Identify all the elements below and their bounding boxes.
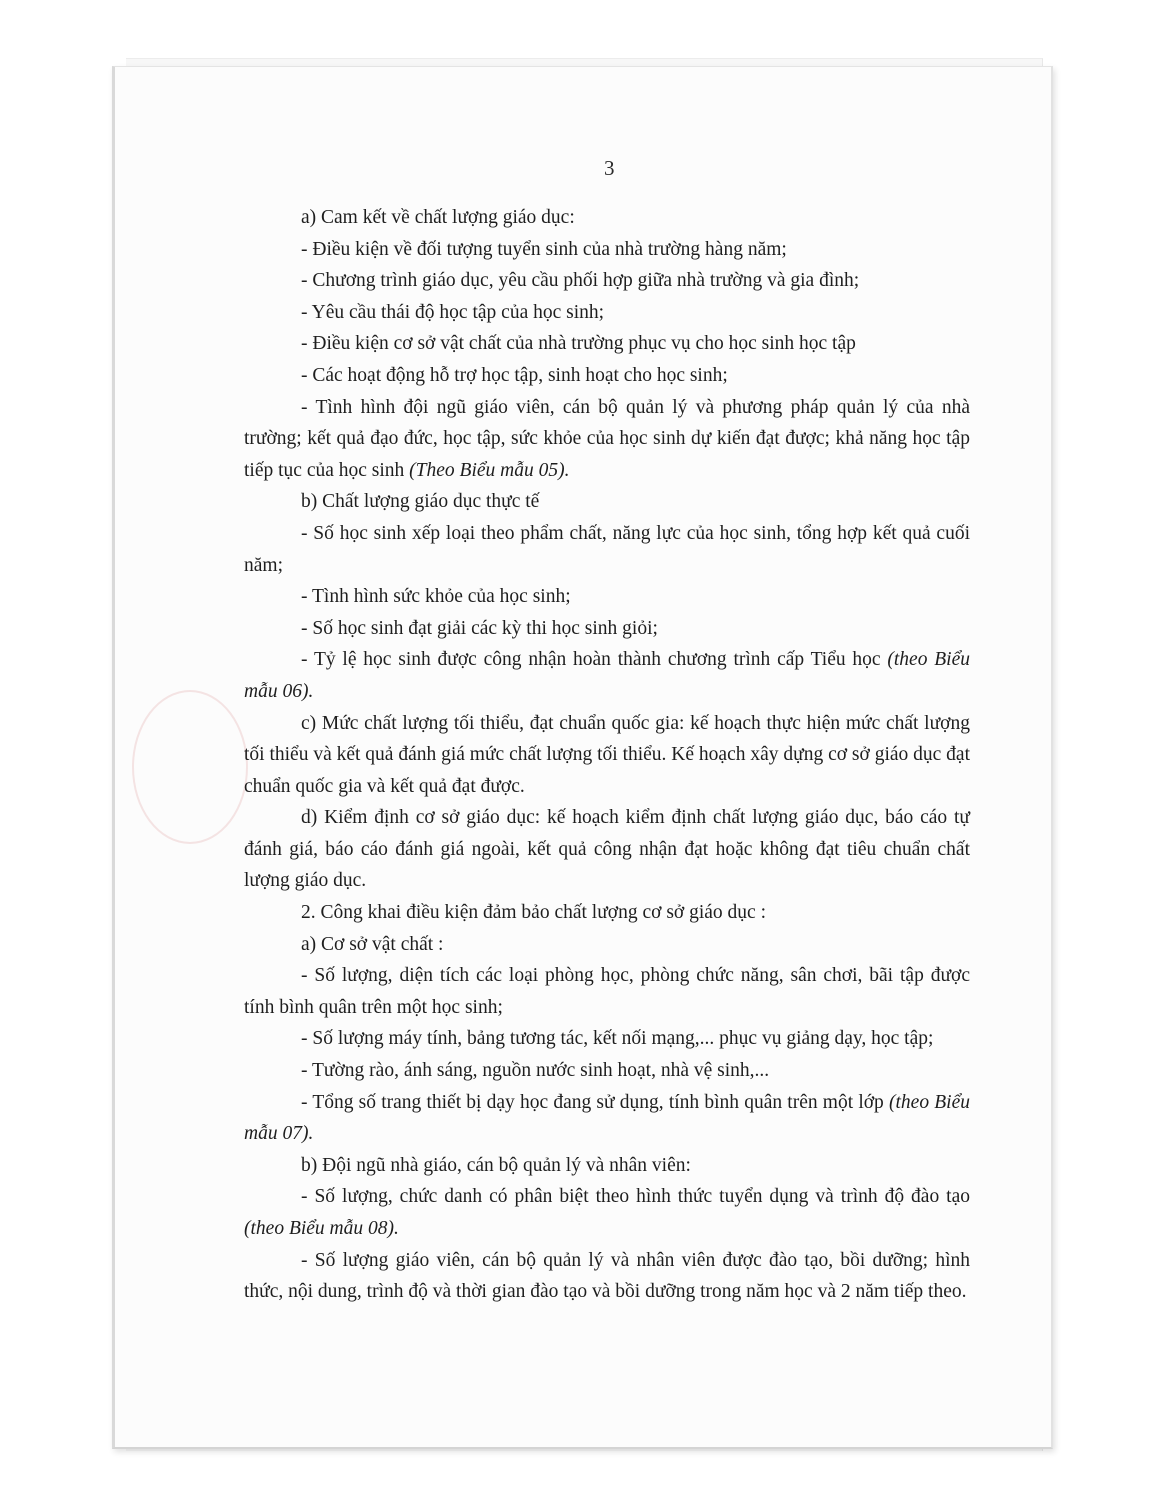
paragraph: - Số lượng máy tính, bảng tương tác, kết nối mạng,... phục vụ giảng dạy, học tập; bbox=[301, 1028, 934, 1050]
paragraph: b) Chất lượng giáo dục thực tế bbox=[301, 491, 540, 513]
paragraph: - Điều kiện cơ sở vật chất của nhà trường phục vụ cho học sinh học tập bbox=[301, 333, 856, 355]
stamp-bleed-through bbox=[132, 690, 248, 844]
paragraph: - Yêu cầu thái độ học tập của học sinh; bbox=[301, 301, 605, 323]
paragraph: b) Đội ngũ nhà giáo, cán bộ quản lý và nhân viên: bbox=[301, 1154, 691, 1176]
paragraph: - Số lượng giáo viên, cán bộ quản lý và nhân viên được đào tạo, bồi dưỡng; hình thức, nội dung, trình độ và thời gian đào tạo và bồi dưỡng trong năm học và 2 năm tiếp theo. bbox=[244, 1249, 970, 1303]
paragraph: - Điều kiện về đối tượng tuyển sinh của nhà trường hàng năm; bbox=[301, 238, 787, 260]
paragraph: - Tường rào, ánh sáng, nguồn nước sinh hoạt, nhà vệ sinh,... bbox=[301, 1060, 770, 1082]
paragraph bbox=[244, 1181, 970, 1244]
paragraph bbox=[244, 644, 970, 707]
paragraph-text: - Tỷ lệ học sinh được công nhận hoàn thành chương trình cấp Tiểu học bbox=[301, 649, 888, 671]
paragraph-text: - Tổng số trang thiết bị dạy học đang sử dụng, tính bình quân trên một lớp bbox=[301, 1091, 889, 1113]
paragraph: d) Kiểm định cơ sở giáo dục: kế hoạch kiểm định chất lượng giáo dục, báo cáo tự đánh giá, báo cáo đánh giá ngoài, kết quả công nhận đạt hoặc không đạt tiêu chuẩn chất lượng giáo dục. bbox=[244, 807, 970, 892]
document-body bbox=[244, 202, 970, 1308]
form-reference: (theo Biểu mẫu 06). bbox=[244, 649, 970, 702]
paragraph: 2. Công khai điều kiện đảm bảo chất lượng cơ sở giáo dục : bbox=[301, 902, 766, 924]
paragraph: - Các hoạt động hỗ trợ học tập, sinh hoạt cho học sinh; bbox=[301, 364, 728, 386]
form-reference: (Theo Biểu mẫu 05). bbox=[409, 459, 570, 481]
page-number: 3 bbox=[604, 156, 615, 180]
paragraph: a) Cam kết về chất lượng giáo dục: bbox=[301, 207, 575, 228]
paragraph: - Số học sinh xếp loại theo phẩm chất, năng lực của học sinh, tổng hợp kết quả cuối năm; bbox=[244, 522, 970, 576]
form-reference: (theo Biểu mẫu 07). bbox=[244, 1091, 970, 1145]
paragraph: - Tình hình sức khỏe của học sinh; bbox=[301, 586, 571, 608]
paragraph: - Số lượng, diện tích các loại phòng học, phòng chức năng, sân chơi, bãi tập được tính bình quân trên một học sinh; bbox=[244, 965, 970, 1018]
paragraph-text: - Tình hình đội ngũ giáo viên, cán bộ quản lý và phương pháp quản lý của nhà trường; kết quả đạo đức, học tập, sức khỏe của học sinh dự kiến đạt được; khả năng học tập tiếp tục của học sinh bbox=[244, 396, 970, 481]
paragraph: c) Mức chất lượng tối thiểu, đạt chuẩn quốc gia: kế hoạch thực hiện mức chất lượng tối thiểu và kết quả đánh giá mức chất lượng tối thiểu. Kế hoạch xây dựng cơ sở giáo dục đạt chuẩn quốc gia và kết quả đạt được. bbox=[244, 712, 970, 797]
paragraph: a) Cơ sở vật chất : bbox=[301, 933, 444, 955]
paragraph: - Số học sinh đạt giải các kỳ thi học sinh giỏi; bbox=[301, 617, 658, 639]
paragraph-text: - Số lượng, chức danh có phân biệt theo hình thức tuyển dụng và trình độ đào tạo bbox=[301, 1186, 970, 1208]
paragraph bbox=[244, 1087, 970, 1150]
paragraph bbox=[244, 392, 970, 487]
paragraph: - Chương trình giáo dục, yêu cầu phối hợp giữa nhà trường và gia đình; bbox=[301, 270, 860, 292]
form-reference: (theo Biểu mẫu 08). bbox=[244, 1218, 399, 1239]
